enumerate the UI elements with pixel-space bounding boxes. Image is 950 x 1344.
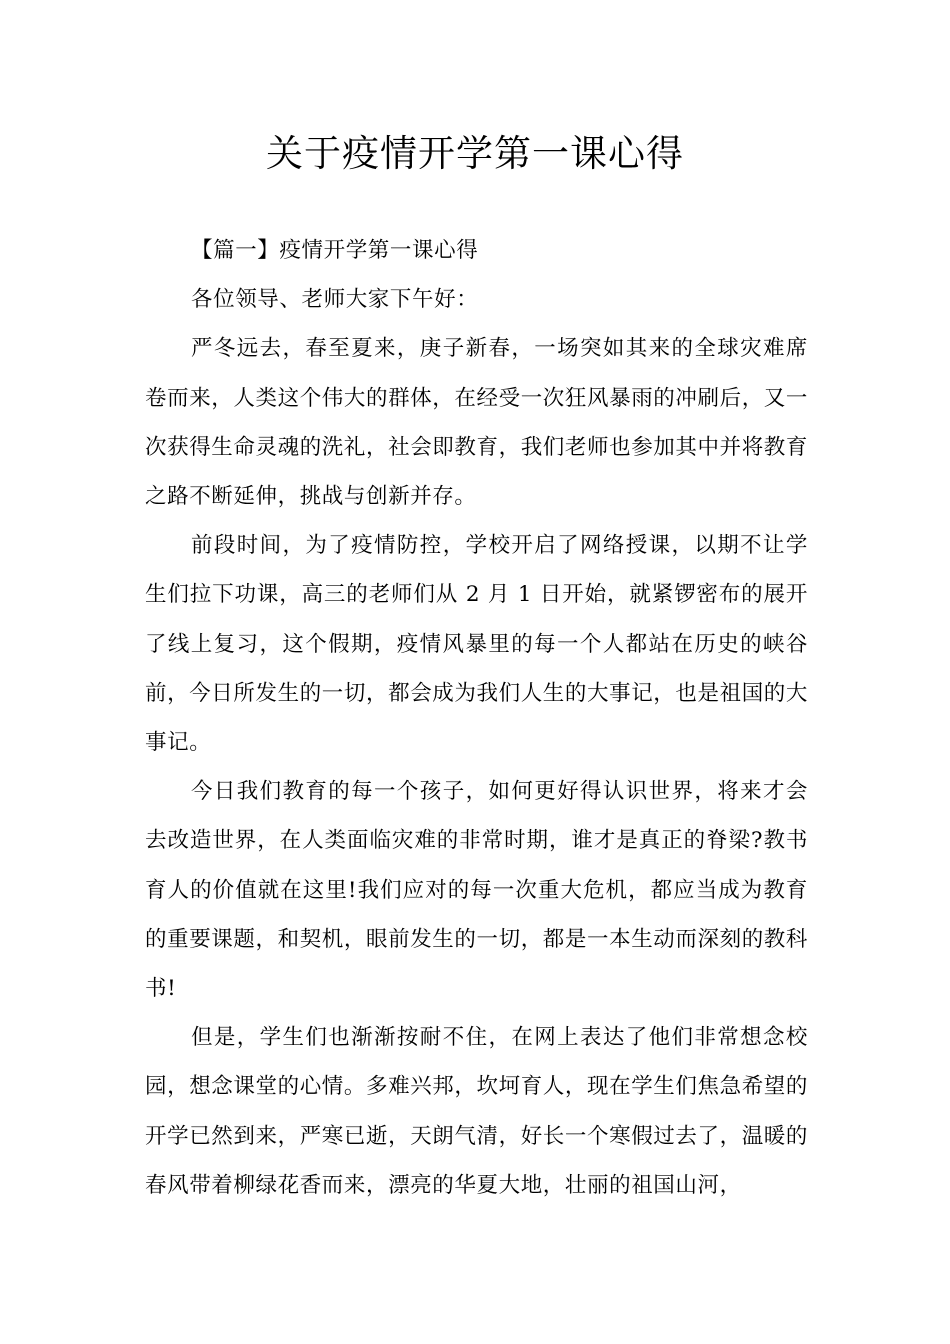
paragraph: 前段时间，为了疫情防控，学校开启了网络授课，以期不让学生们拉下功课，高三的老师们从 2 月 1 日开始，就紧锣密布的展开了线上复习，这个假期，疫情风暴里的每一个人都站在历史的峡谷前，今日所发生的一切，都会成为我们人生的大事记，也是祖国的大事记。 (145, 533, 809, 756)
document-title: 关于疫情开学第一课心得 (266, 132, 684, 175)
paragraph-greeting: 各位领导、老师大家下午好： (191, 287, 479, 313)
paragraph: 严冬远去，春至夏来，庚子新春，一场突如其来的全球灾难席卷而来，人类这个伟大的群体，在经受一次狂风暴雨的冲刷后，又一次获得生命灵魂的洗礼，社会即教育，我们老师也参加其中并将教育之路不断延伸，挑战与创新并存。 (145, 336, 809, 510)
section-heading: 【篇一】疫情开学第一课心得 (191, 238, 479, 263)
paragraph: 今日我们教育的每一个孩子，如何更好得认识世界，将来才会去改造世界，在人类面临灾难的非常时期，谁才是真正的脊梁?教书育人的价值就在这里!我们应对的每一次重大危机，都应当成为教育的重要课题，和契机，眼前发生的一切，都是一本生动而深刻的教科书! (145, 779, 809, 1002)
paragraph: 但是，学生们也渐渐按耐不住，在网上表达了他们非常想念校园，想念课堂的心情。多难兴邦，坎坷育人，现在学生们焦急希望的开学已然到来，严寒已逝，天朗气清，好长一个寒假过去了，温暖的春风带着柳绿花香而来，漂亮的华夏大地，壮丽的祖国山河， (145, 1025, 809, 1198)
document-body (145, 226, 808, 1210)
